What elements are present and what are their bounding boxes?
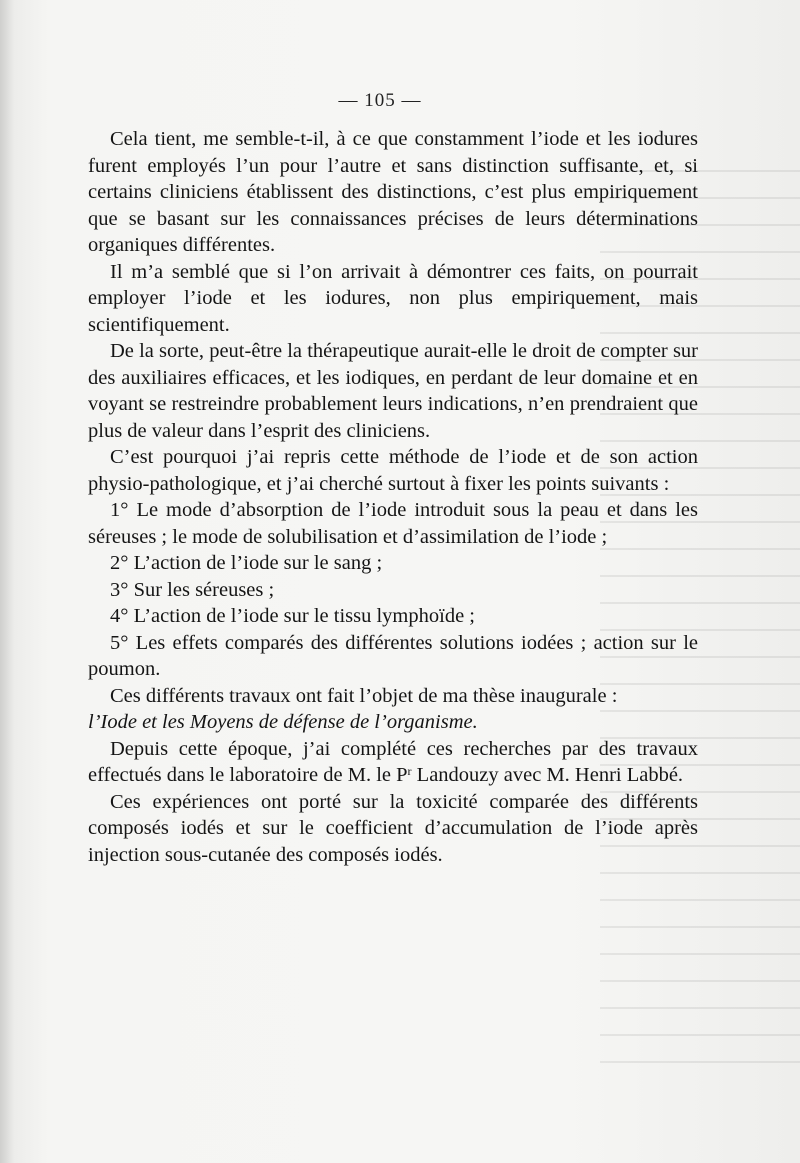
paragraph-3: De la sorte, peut-être la thérapeutique aurait-elle le droit de compter sur des auxiliaires efficaces, et les iodiques, en perdant de leur domaine et en voyant se restreindre probablement leurs indications, n’en prendraient que plus de valeur dans l’esprit des cliniciens.: [88, 340, 698, 442]
page-gutter-shadow: [0, 0, 14, 1163]
thesis-title: l’Iode et les Moyens de défense de l’organisme.: [88, 711, 478, 733]
paragraph-6-text-end: Landouzy avec M. Henri Labbé.: [411, 764, 684, 786]
paragraph-4: C’est pourquoi j’ai repris cette méthode de l’iode et de son action physio-pathologique, et j’ai cherché surtout à fixer les points suivants :: [88, 446, 698, 495]
list-item-4: 4° L’action de l’iode sur le tissu lymphoïde ;: [110, 605, 475, 627]
paragraph-5: [88, 683, 698, 736]
list-item-1: 1° Le mode d’absorption de l’iode introduit sous la peau et dans les séreuses ; le mode de solubilisation et d’assimilation de l’iode ;: [88, 499, 698, 548]
paragraph-2: Il m’a semblé que si l’on arrivait à démontrer ces faits, on pourrait employer l’iode et les iodures, non plus empiriquement, mais scientifiquement.: [88, 260, 698, 336]
paragraph-6-text: Depuis cette époque, j’ai complété ces recherches par des travaux effectués dans le laboratoire de M. le P: [88, 737, 698, 786]
list-item-2: 2° L’action de l’iode sur le sang ;: [110, 552, 383, 574]
list-item-3: 3° Sur les séreuses ;: [110, 578, 275, 601]
paragraph-1: Cela tient, me semble-t-il, à ce que constamment l’iode et les iodures furent employés l’un pour l’autre et sans distinction suffisante, et, si certains cliniciens établissent des distinctions, c’est plus empiriquement que se basant sur les connaissances précises de leurs déterminations organiques différentes.: [88, 128, 698, 256]
paragraph-7: Ces expériences ont porté sur la toxicité comparée des différents composés iodés et sur le coefficient d’accumulation de l’iode après injection sous-cutanée des composés iodés.: [88, 790, 698, 866]
professor-abbrev-sup: r: [407, 764, 412, 778]
page-body: [88, 126, 698, 868]
paragraph-6: [88, 736, 698, 789]
page-number: — 105 —: [338, 90, 422, 111]
paragraph-5-text: Ces différents travaux ont fait l’objet de ma thèse inaugurale :: [110, 684, 618, 707]
list-item-5: 5° Les effets comparés des différentes solutions iodées ; action sur le poumon.: [88, 631, 698, 680]
